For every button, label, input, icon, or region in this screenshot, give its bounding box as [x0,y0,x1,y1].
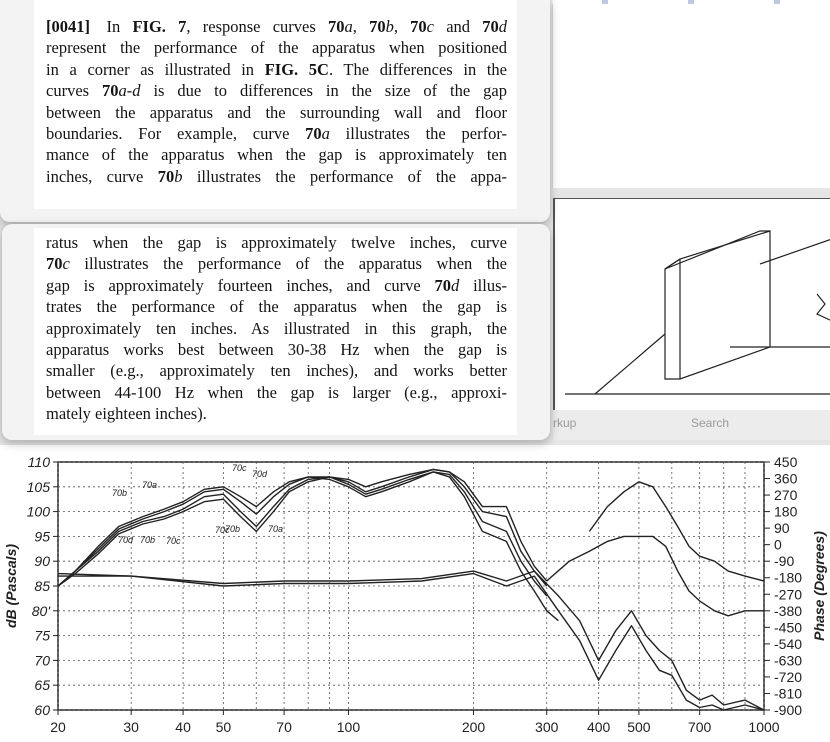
patent-text-line: [0041] In FIG. 7, response curves 70a, 70b, 70c and 70d [46,17,508,36]
curve-label: 70a [142,480,158,490]
curve-label: 70d [252,469,268,479]
y-tick-label: 95 [34,528,50,545]
x-tick-label: 70 [276,719,292,735]
frequency-response-chart [0,450,830,742]
patent-paragraph-part-2 [46,232,507,425]
popup-card-top [0,0,550,222]
y2-tick-label: -900 [774,702,803,718]
curve-label: 70c [232,463,247,473]
patent-text-line: represent the performance of the apparatus when positioned [46,38,507,58]
x-tick-label: 500 [627,719,651,735]
x-tick-label: 50 [215,719,232,735]
y2-tick-label: 360 [774,470,798,487]
y2-axis-title: Phase (Degrees) [811,531,827,641]
y-tick-label: 65 [34,677,50,694]
curve-label: 70b [225,524,241,534]
patent-page-top [34,0,517,209]
y2-tick-label: -540 [774,635,803,652]
curve-label: 70b [112,488,128,498]
curve-label: 70c [166,536,181,546]
patent-figure-panel [553,198,830,411]
patent-page-bottom [34,228,517,435]
x-tick-label: 300 [535,719,559,735]
y-tick-label: 60 [34,702,50,718]
x-tick-label: 40 [175,719,191,735]
y2-tick-label: -720 [774,668,803,685]
patent-text-line: apparatus works best between 30-38 Hz when the gap is [46,340,507,360]
patent-text-line: mately eighteen inches). [46,404,207,424]
x-tick-label: 30 [123,719,139,735]
x-tick-label: 20 [50,719,66,735]
y2-tick-label: -90 [774,553,795,570]
patent-text-line: boundaries. For example, curve 70a illustrates the perfor- [46,124,507,144]
search-label[interactable]: Search [691,416,730,430]
patent-text-line: smaller (e.g., approximately ten inches), and works better [46,361,507,381]
y2-tick-label: -630 [774,652,803,669]
thumbnail-strip [552,0,830,4]
x-axis-ticks [50,710,780,735]
y-axis-ticks [27,454,58,718]
y-tick-label: 100 [26,503,50,520]
curve-label: 70b [140,535,156,545]
patent-text-line: mance of the apparatus when the gap is approximately ten [46,145,507,165]
y2-tick-label: 90 [774,520,790,537]
x-tick-label: 200 [461,719,486,735]
x-tick-label: 100 [336,719,361,735]
patent-text-line: approximately ten inches. As illustrated in this graph, the [46,318,507,338]
y-tick-label: 75 [34,627,50,644]
y-tick-label: 105 [26,478,50,495]
x-tick-label: 1000 [748,719,780,735]
y2-tick-label: -270 [774,586,803,603]
y2-axis-ticks [764,454,802,718]
y2-tick-label: 270 [774,487,798,504]
x-tick-label: 400 [586,719,611,735]
curve-label: 70a [268,524,284,534]
y2-tick-label: -810 [774,685,803,702]
patent-text-line: 70c illustrates the performance of the apparatus when the [46,254,507,274]
y-tick-label: 80' [31,602,50,619]
patent-text-line: ratus when the gap is approximately twelve inches, curve [46,233,507,252]
popup-card-bottom [2,224,550,440]
patent-text-line: inches, curve 70b illustrates the performance of the appa- [46,166,508,186]
markup-label[interactable]: rkup [553,416,577,430]
y2-tick-label: 180 [774,503,798,520]
patent-text-line: between the apparatus and the surrounding wall and floor [46,102,507,122]
patent-text-line: curves 70a-d is due to differences in the size of the gap [46,81,507,101]
y-tick-label: 85 [34,578,50,594]
y2-tick-label: -380 [774,602,803,619]
toolbar-labels [553,410,830,440]
box-in-corner-drawing-icon [555,199,830,411]
patent-paragraph-part-1 [46,16,507,187]
y-tick-label: 110 [27,454,50,470]
curve-label: 70d [118,535,134,545]
preview-area [552,0,830,188]
patent-text-line: gap is approximately fourteen inches, and curve 70d illus- [46,275,508,295]
patent-text-line: between 44-100 Hz when the gap is larger (e.g., approxi- [46,382,507,402]
curve-label: 70c [215,525,230,535]
patent-text-line: in a corner as illustrated in FIG. 5C. The differences in the [46,59,507,79]
y2-tick-label: -180 [774,569,803,586]
y2-tick-label: 0 [774,536,782,553]
y-tick-label: 70 [34,652,50,669]
patent-text-line: trates the performance of the apparatus when the gap is [46,297,507,317]
y-tick-label: 90 [34,553,50,570]
y2-tick-label: -450 [774,619,803,636]
y2-tick-label: 450 [774,454,798,470]
x-tick-label: 700 [687,719,712,735]
y-axis-title: dB (Pascals) [3,543,19,629]
